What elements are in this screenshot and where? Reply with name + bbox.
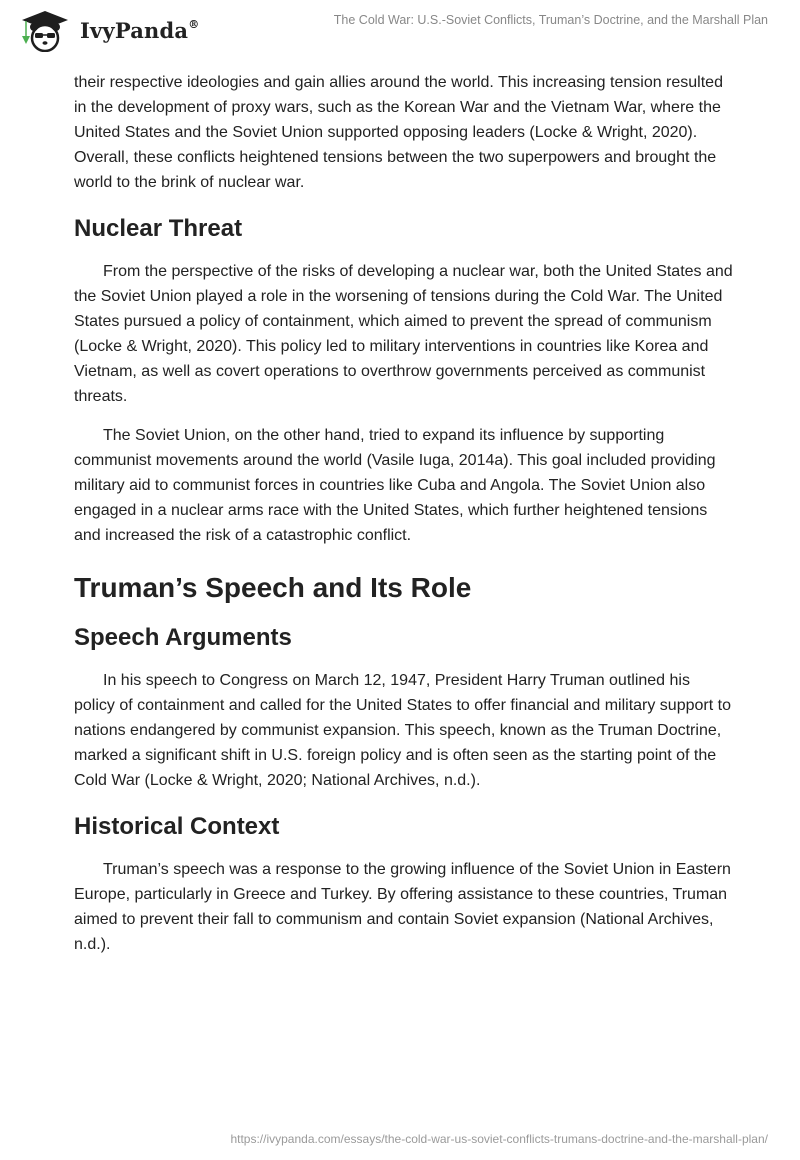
registered-mark: ® [188,17,200,31]
logo-wordmark [80,18,199,43]
document-title: The Cold War: U.S.-Soviet Conflicts, Truman’s Doctrine, and the Marshall Plan [333,13,768,27]
heading-speech-arguments: Speech Arguments [74,624,292,651]
essay-content [74,70,734,971]
heading-nuclear-threat: Nuclear Threat [74,215,243,242]
nuclear-threat-paragraph-2: The Soviet Union, on the other hand, tried to expand its influence by supporting communist movements around the world (Vasile Iuga, 2014a). This goal included providing military aid to communist forces in countries like Cuba and Angola. The Soviet Union also engaged in a nuclear arms race with the United States, which further heightened tensions and increased the risk of a catastrophic conflict. [74,427,716,544]
logo-text: IvyPanda [80,17,189,43]
panda-graduation-cap-icon [18,8,72,52]
source-url-link[interactable]: https://ivypanda.com/essays/the-cold-war-us-soviet-conflicts-trumans-doctrine-and-the-marshall-plan/ [230,1132,768,1146]
historical-context-paragraph: Truman’s speech was a response to the growing influence of the Soviet Union in Eastern Europe, particularly in Greece and Turkey. By offering assistance to these countries, Truman aimed to prevent their fall to communism and contain Soviet expansion (National Archives, n.d.). [74,861,731,953]
ivypanda-logo[interactable] [18,8,199,52]
page-header [0,0,800,60]
heading-historical-context: Historical Context [74,813,280,840]
speech-arguments-paragraph: In his speech to Congress on March 12, 1947, President Harry Truman outlined his policy of containment and called for the United States to offer financial and military support to nations endangered by communist expansion. This speech, known as the Truman Doctrine, marked a significant shift in U.S. foreign policy and is often seen as the starting point of the Cold War (Locke & Wright, 2020; National Archives, n.d.). [74,672,731,789]
nuclear-threat-paragraph-1: From the perspective of the risks of developing a nuclear war, both the United States and the Soviet Union played a role in the worsening of tensions during the Cold War. The United States pursued a policy of containment, which aimed to prevent the spread of communism (Locke & Wright, 2020). This policy led to military interventions in countries like Korea and Vietnam, as well as covert operations to overthrow governments perceived as communist threats. [74,263,733,405]
intro-paragraph: their respective ideologies and gain allies around the world. This increasing tension resulted in the development of proxy wars, such as the Korean War and the Vietnam War, where the United States and the Soviet Union supported opposing leaders (Locke & Wright, 2020). Overall, these conflicts heightened tensions between the two superpowers and brought the world to the brink of nuclear war. [74,74,723,191]
heading-truman-speech: Truman’s Speech and Its Role [74,572,472,603]
